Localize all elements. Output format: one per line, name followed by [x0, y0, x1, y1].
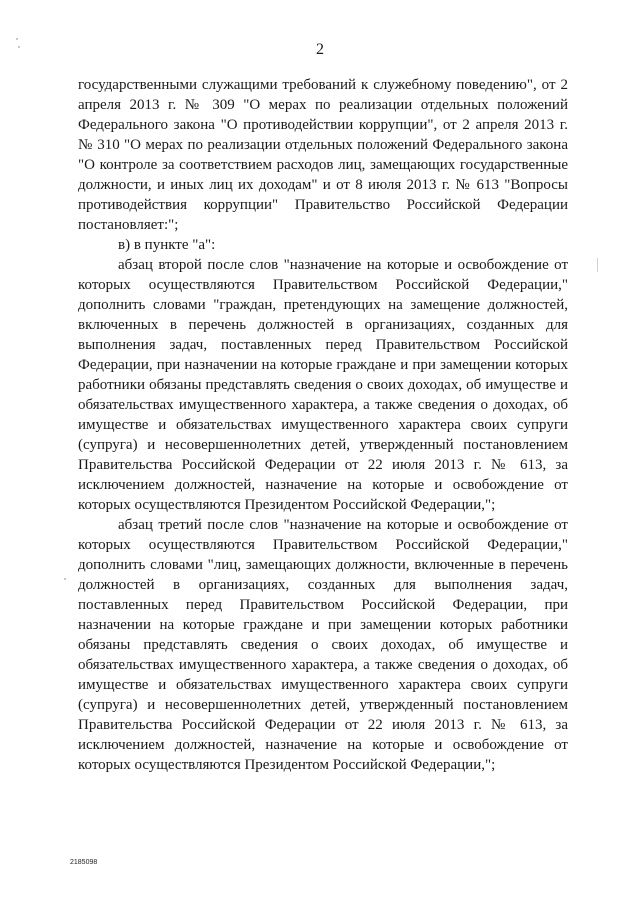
paragraph-subpoint-v: в) в пункте "а": [118, 237, 216, 253]
scan-speck [64, 578, 66, 580]
document-body [78, 75, 568, 775]
paragraph-second-abzats: абзац второй после слов "назначение на которые и освобождение от которых осуществляются Правительством Российской Федерации," дополнить словами "граждан, претендующих на замещение должностей, включенных в перечень должностей в организациях, созданных для выполнения задач, поставленных перед Правительством Российской Федерации, при назначении на которые граждане и при замещении которых работники обязаны представлять сведения о своих доходах, об имуществе и обязательствах имущественного характера, а также сведения о доходах, об имуществе и обязательствах имущественного характера своих супруги (супруга) и несовершеннолетних детей, утвержденный постановлением Правительства Российской Федерации от 22 июля 2013 г. № 613, за исключением должностей, назначение на которые и освобождение от которых осуществляются Президентом Российской Федерации,"; [78, 257, 568, 513]
paragraph-third-abzats: абзац третий после слов "назначение на которые и освобождение от которых осуществляются Правительством Российской Федерации," дополнить словами "лиц, замещающих должности, включенные в перечень должностей в организациях, созданных для выполнения задач, поставленных перед Правительством Российской Федерации, при назначении на которые граждане и при замещении которых работники обязаны представлять сведения о своих доходах, об имуществе и обязательствах имущественного характера, а также сведения о доходах, об имуществе и обязательствах имущественного характера своих супруги (супруга) и несовершеннолетних детей, утвержденный постановлением Правительства Российской Федерации от 22 июля 2013 г. № 613, за исключением должностей, назначение на которые и освобождение от которых осуществляются Президентом Российской Федерации,"; [78, 517, 568, 773]
scan-speck [16, 38, 18, 40]
page-number: 2 [316, 41, 324, 58]
paragraph-preamble-continuation: государственными служащими требований к служебному поведению", от 2 апреля 2013 г. № 309 "О мерах по реализации отдельных положений Федерального закона "О противодействии коррупции", от 2 апреля 2013 г. № 310 "О мерах по реализации отдельных положений Федерального закона "О контроле за соответствием расходов лиц, замещающих государственные должности, и иных лиц их доходам" и от 8 июля 2013 г. № 613 "Вопросы противодействия коррупции" Правительство Российской Федерации постановляет:"; [78, 77, 568, 233]
scan-mark [597, 258, 598, 272]
document-code: 2185098 [70, 859, 98, 866]
scan-speck [18, 46, 20, 48]
